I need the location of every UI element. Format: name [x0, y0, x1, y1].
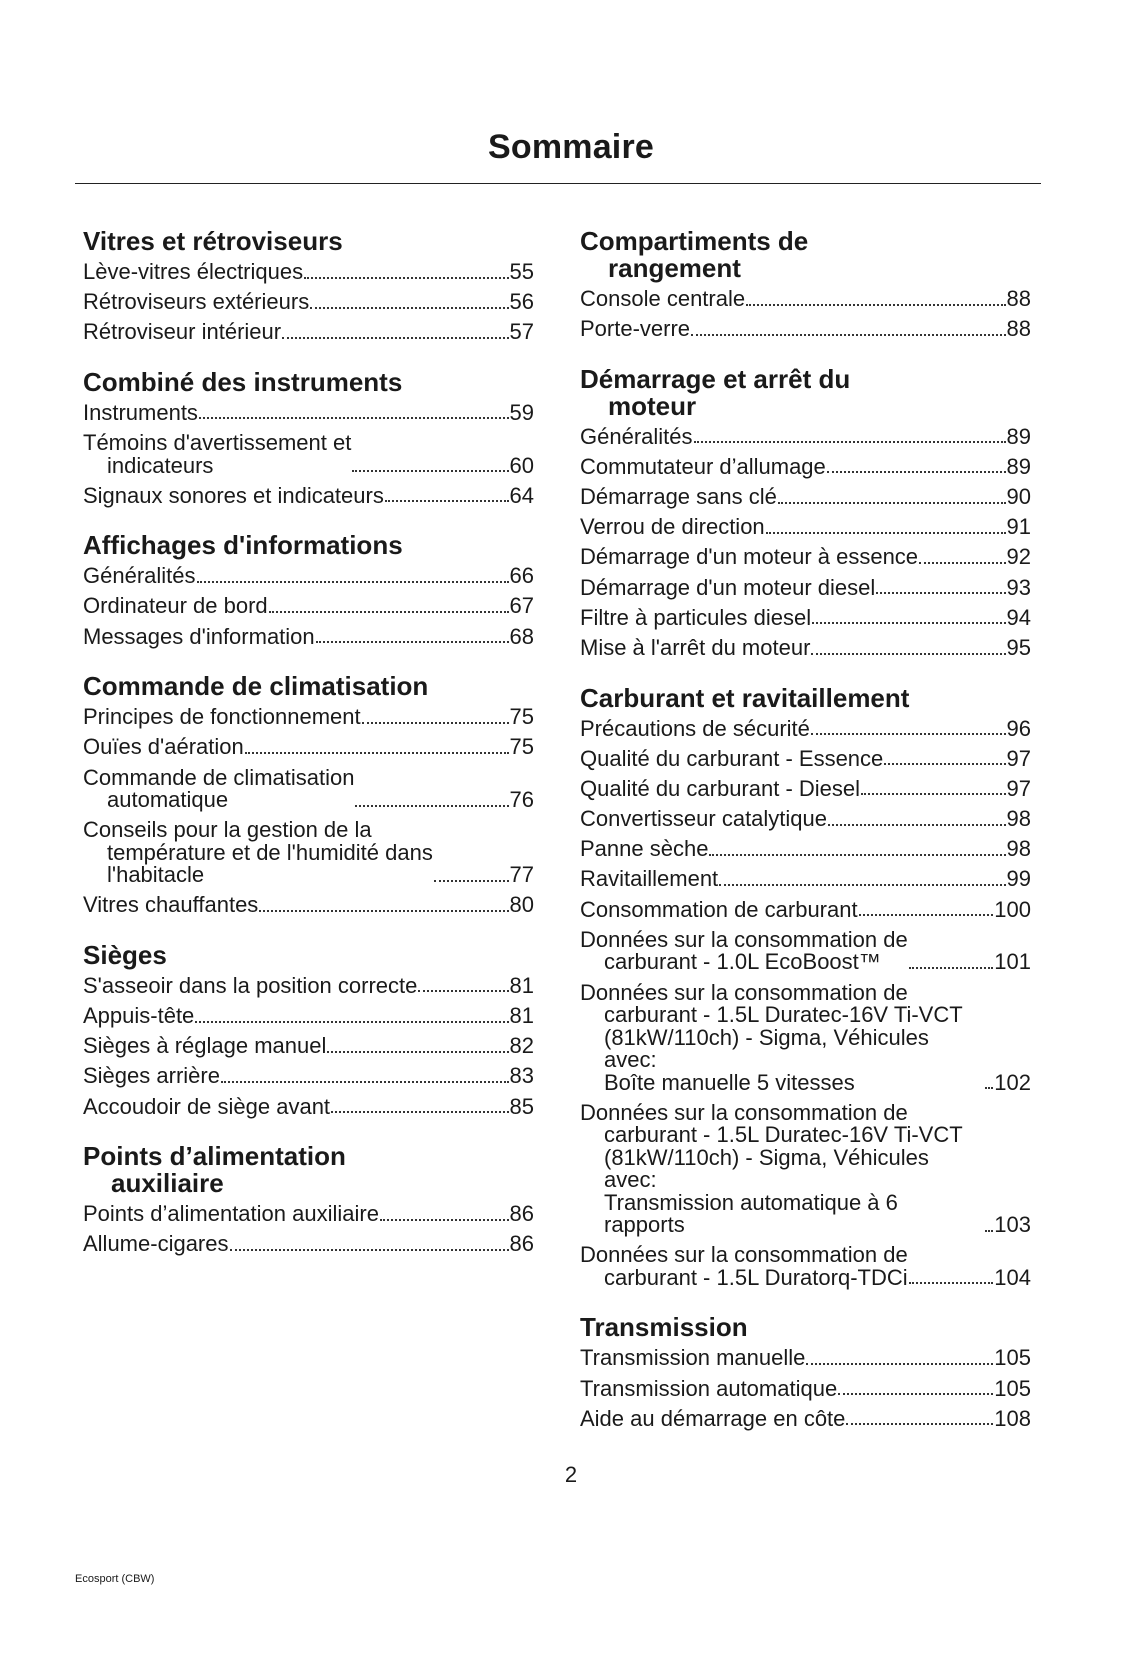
dot-leader [362, 722, 509, 724]
toc-entry-list [83, 565, 534, 648]
toc-entry-page: 105 [994, 1345, 1031, 1371]
toc-entry-title: Qualité du carburant - Diesel [580, 775, 861, 801]
dot-leader [827, 471, 1006, 473]
toc-entry[interactable] [83, 261, 534, 284]
toc-entry-title: Mise à l'arrêt du moteur [580, 635, 811, 660]
toc-entry-page: 96 [1006, 715, 1031, 741]
toc-section [580, 228, 1031, 341]
toc-entry[interactable] [83, 1005, 534, 1028]
toc-entry-list [83, 399, 534, 508]
toc-entry-title: Accoudoir de siège avant [83, 1093, 331, 1119]
section-heading-line: Compartiments de [580, 226, 809, 256]
dot-leader [876, 592, 1005, 594]
toc-entry-title: Généralités [580, 423, 693, 449]
toc-entry-title: Sièges arrière [83, 1063, 220, 1089]
toc-entry-page: 80 [509, 892, 534, 918]
toc-entry-page: 86 [509, 1231, 534, 1257]
toc-entry-page: 88 [1006, 286, 1031, 311]
toc-entry-page: 75 [509, 704, 534, 730]
toc-entry[interactable] [580, 486, 1031, 509]
toc-entry-title: Conseils pour la gestion de la température et de l'humidité dans l'habitacle [83, 817, 433, 888]
dot-leader [859, 914, 994, 916]
dot-leader [861, 793, 1005, 795]
toc-entry-page: 57 [509, 319, 534, 345]
toc-entry-page: 89 [1006, 423, 1031, 449]
toc-entry-page: 82 [509, 1033, 534, 1059]
toc-entry[interactable] [580, 715, 1031, 741]
toc-entry[interactable] [580, 516, 1031, 539]
toc-entry-page: 94 [1006, 604, 1031, 630]
toc-entry-page: 97 [1006, 745, 1031, 771]
toc-entry-list [580, 288, 1031, 341]
toc-entry-title: Rétroviseurs extérieurs [83, 289, 310, 315]
toc-entry-page: 100 [994, 896, 1031, 922]
toc-entry-page: 98 [1006, 836, 1031, 862]
section-heading-line: Points d’alimentation [83, 1141, 346, 1172]
dot-leader [316, 641, 509, 643]
toc-entry[interactable] [580, 1347, 1031, 1370]
toc-entry[interactable] [580, 979, 1031, 1095]
toc-entry[interactable] [580, 745, 1031, 771]
title-divider [75, 183, 1041, 184]
dot-leader [909, 967, 994, 969]
toc-entry-title: Qualité du carburant - Essence [580, 745, 884, 771]
dot-leader [245, 752, 509, 754]
dot-leader [230, 1249, 509, 1251]
toc-entry-page: 91 [1006, 514, 1031, 540]
toc-entry-title: Démarrage d'un moteur à essence [580, 544, 919, 570]
section-heading-line: rangement [608, 253, 741, 283]
section-heading-line: Sièges [83, 939, 167, 970]
toc-section [83, 532, 534, 648]
toc-entry-title: Ordinateur de bord [83, 593, 268, 619]
page-number: 2 [564, 1462, 578, 1487]
dot-leader [985, 1230, 993, 1232]
dot-leader [269, 611, 509, 613]
dot-leader [985, 1087, 993, 1089]
toc-entry-page: 105 [994, 1375, 1031, 1401]
dot-leader [221, 1081, 509, 1083]
toc-entry[interactable] [83, 623, 534, 649]
dot-leader [691, 334, 1005, 336]
toc-section [83, 228, 534, 344]
toc-entry-title: Principes de fonctionnement [83, 704, 361, 730]
page-title: Sommaire [487, 128, 654, 166]
dot-leader [778, 502, 1006, 504]
toc-entry-title: Démarrage d'un moteur diesel [580, 574, 876, 600]
dot-leader [838, 1393, 993, 1395]
toc-entry-page: 64 [509, 482, 534, 508]
toc-entry[interactable] [83, 972, 534, 998]
toc-entry-page: 99 [1006, 866, 1031, 892]
dot-leader [327, 1051, 508, 1053]
dot-leader [846, 1423, 993, 1425]
toc-entry[interactable] [580, 288, 1031, 311]
toc-entry-page: 86 [509, 1201, 534, 1227]
dot-leader [355, 805, 508, 807]
toc-entry-title: Témoins d'avertissement et indicateurs [83, 430, 352, 478]
section-heading-line: Vitres et rétroviseurs [83, 226, 343, 256]
toc-entry[interactable] [580, 896, 1031, 922]
toc-entry[interactable] [83, 565, 534, 588]
toc-entry-page: 55 [509, 259, 534, 284]
toc-entry-page: 92 [1006, 544, 1031, 570]
section-heading [83, 228, 534, 255]
section-heading-line: Carburant et ravitaillement [580, 682, 910, 713]
toc-entry-page: 108 [994, 1405, 1031, 1431]
toc-entry-title: Données sur la consommation de carburant - 1.0L EcoBoost™ [580, 926, 908, 975]
dot-leader [828, 824, 1006, 826]
section-heading [580, 363, 1031, 421]
toc-entry-list [580, 1347, 1031, 1430]
toc-entry-title: Panne sèche [580, 836, 709, 862]
toc-entry[interactable] [83, 1203, 534, 1226]
toc-entry[interactable] [83, 1233, 534, 1256]
toc-entry-title: Données sur la consommation de carburant - 1.5L Duratec-16V Ti-VCT (81kW/110ch) - Sigma, Véhicules avec: Boîte manuelle 5 vitesses [580, 979, 963, 1095]
dot-leader [746, 304, 1005, 306]
toc-entry-page: 93 [1006, 574, 1031, 600]
section-heading-line: Transmission [580, 1312, 748, 1343]
toc-entry-title: Instruments [83, 399, 198, 425]
toc-entry-list [83, 706, 534, 917]
toc-entry-page: 83 [509, 1063, 534, 1089]
toc-entry-list [83, 261, 534, 344]
toc-entry[interactable] [580, 1405, 1031, 1431]
toc-entry-title: Transmission manuelle [580, 1345, 806, 1371]
dot-leader [331, 1111, 508, 1113]
dot-leader [812, 622, 1005, 624]
toc-entry[interactable] [580, 1099, 1031, 1238]
toc-entry-page: 95 [1006, 635, 1031, 660]
toc-entry[interactable] [580, 546, 1031, 569]
toc-entry-title: Vitres chauffantes [83, 892, 259, 918]
toc-entry-title: Démarrage sans clé [580, 484, 777, 510]
dot-leader [352, 470, 508, 472]
toc-entry-title: Sièges à réglage manuel [83, 1033, 327, 1059]
toc-section [580, 1314, 1031, 1430]
dot-leader [310, 307, 508, 309]
section-heading-line: Commande de climatisation [83, 671, 429, 702]
dot-leader [304, 277, 508, 279]
toc-section [83, 366, 534, 508]
toc-entry[interactable] [83, 1035, 534, 1058]
toc-entry-page: 66 [509, 563, 534, 589]
toc-entry-page: 101 [994, 949, 1031, 975]
dot-leader [909, 1282, 994, 1284]
dot-leader [385, 500, 509, 502]
toc-entry-page: 85 [509, 1093, 534, 1119]
toc-entry[interactable] [580, 868, 1031, 891]
toc-section [83, 1143, 534, 1256]
toc-entry-title: Rétroviseur intérieur [83, 319, 282, 345]
toc-entry-page: 98 [1006, 806, 1031, 832]
toc-entry-title: Aide au démarrage en côte [580, 1405, 846, 1431]
toc-entry-title: Précautions de sécurité [580, 715, 810, 741]
dot-leader [806, 1363, 993, 1365]
toc-entry-page: 67 [509, 593, 534, 619]
dot-leader [199, 417, 509, 419]
toc-entry[interactable] [83, 819, 534, 887]
section-heading [83, 532, 534, 559]
dot-leader [694, 441, 1006, 443]
toc-entry[interactable] [83, 399, 534, 425]
dot-leader [719, 884, 1005, 886]
toc-entry-list [83, 1203, 534, 1256]
toc-entry[interactable] [580, 604, 1031, 630]
toc-entry-list [83, 972, 534, 1119]
toc-entry-page: 81 [509, 1003, 534, 1029]
toc-entry-page: 76 [509, 787, 534, 812]
section-heading [580, 1314, 1031, 1341]
toc-entry-list [580, 715, 1031, 1290]
dot-leader [282, 337, 508, 339]
toc-entry-list [580, 423, 1031, 660]
toc-entry[interactable] [83, 894, 534, 917]
dot-leader [919, 562, 1005, 564]
toc-entry-title: Données sur la consommation de carburant - 1.5L Duratec-16V Ti-VCT (81kW/110ch) - Sigma, Véhicules avec: Transmission automatique à 6 rapports [580, 1099, 963, 1238]
dot-leader [811, 653, 1005, 655]
toc-column-right [580, 228, 1031, 1455]
dot-leader [766, 532, 1006, 534]
dot-leader [380, 1219, 509, 1221]
toc-entry-title: Porte-verre [580, 316, 691, 342]
toc-entry-title: Messages d'information [83, 623, 315, 649]
dot-leader [418, 990, 508, 992]
toc-entry-title: Commande de climatisation automatique [83, 764, 355, 812]
dot-leader [434, 880, 509, 882]
toc-entry[interactable] [580, 423, 1031, 449]
toc-entry-page: 103 [994, 1212, 1031, 1238]
toc-entry-page: 81 [509, 972, 534, 998]
toc-section [580, 363, 1031, 660]
toc-entry[interactable] [580, 808, 1031, 831]
toc-entry-page: 75 [509, 734, 534, 760]
toc-entry[interactable] [83, 1065, 534, 1088]
section-heading [83, 673, 534, 700]
toc-entry-title: Signaux sonores et indicateurs [83, 482, 384, 508]
dot-leader [259, 910, 508, 912]
section-heading-line: Démarrage et arrêt du [580, 363, 851, 394]
toc-section [83, 939, 534, 1119]
toc-entry-page: 56 [509, 289, 534, 315]
toc-entry-title: Filtre à particules diesel [580, 604, 812, 630]
toc-entry[interactable] [83, 736, 534, 759]
toc-entry-title: Ravitaillement [580, 866, 719, 892]
toc-entry-page: 68 [509, 623, 534, 649]
toc-entry-title: Verrou de direction [580, 514, 765, 540]
section-heading-line: auxiliaire [111, 1168, 224, 1199]
section-heading-line: Combiné des instruments [83, 366, 403, 397]
toc-entry[interactable] [580, 453, 1031, 479]
toc-entry-page: 88 [1006, 316, 1031, 342]
dot-leader [884, 763, 1005, 765]
toc-entry-page: 104 [994, 1264, 1031, 1290]
toc-entry-title: Transmission automatique [580, 1375, 838, 1401]
toc-entry[interactable] [580, 574, 1031, 600]
toc-entry-title: S'asseoir dans la position correcte [83, 972, 418, 998]
toc-entry-title: Généralités [83, 563, 196, 589]
toc-entry-page: 59 [509, 399, 534, 425]
toc-column-left [83, 228, 534, 1281]
toc-entry-title: Points d’alimentation auxiliaire [83, 1201, 379, 1227]
section-heading [83, 366, 534, 397]
toc-entry[interactable] [580, 637, 1031, 660]
toc-entry[interactable] [83, 595, 534, 618]
toc-entry-page: 102 [994, 1069, 1031, 1095]
dot-leader [197, 581, 509, 583]
section-heading-line: Affichages d'informations [83, 530, 403, 561]
toc-entry-page: 89 [1006, 453, 1031, 479]
toc-entry[interactable] [580, 775, 1031, 801]
toc-entry-page: 90 [1006, 484, 1031, 510]
section-heading [83, 1143, 534, 1197]
dot-leader [811, 733, 1006, 735]
section-heading [580, 228, 1031, 282]
toc-entry[interactable] [580, 838, 1031, 861]
toc-entry-title: Lève-vitres électriques [83, 259, 304, 284]
toc-entry-page: 60 [509, 452, 534, 478]
toc-entry-title: Appuis-tête [83, 1003, 195, 1029]
toc-entry-title: Console centrale [580, 286, 746, 311]
toc-entry-title: Allume-cigares [83, 1231, 229, 1257]
section-heading [83, 939, 534, 970]
toc-entry[interactable] [83, 432, 534, 477]
toc-entry[interactable] [83, 482, 534, 508]
toc-entry[interactable] [83, 764, 534, 812]
section-heading-line: moteur [608, 390, 697, 421]
toc-section [580, 682, 1031, 1290]
toc-entry-page: 77 [509, 862, 534, 888]
dot-leader [709, 854, 1005, 856]
toc-entry-title: Consommation de carburant [580, 896, 858, 922]
toc-entry[interactable] [83, 321, 534, 344]
toc-entry-title: Commutateur d’allumage [580, 453, 826, 479]
toc-entry[interactable] [580, 926, 1031, 975]
toc-entry[interactable] [580, 1375, 1031, 1401]
toc-entry[interactable] [83, 1093, 534, 1119]
toc-entry-title: Données sur la consommation de carburant - 1.5L Duratorq-TDCi [580, 1242, 908, 1290]
toc-entry[interactable] [83, 291, 534, 314]
toc-entry[interactable] [580, 318, 1031, 341]
toc-entry-title: Ouïes d'aération [83, 734, 244, 760]
toc-entry[interactable] [83, 706, 534, 729]
dot-leader [195, 1021, 508, 1023]
toc-entry-page: 97 [1006, 775, 1031, 801]
section-heading [580, 682, 1031, 713]
toc-section [83, 673, 534, 917]
footer-model-label: Ecosport (CBW) [75, 1573, 155, 1585]
toc-entry-title: Convertisseur catalytique [580, 806, 828, 832]
toc-entry[interactable] [580, 1244, 1031, 1289]
